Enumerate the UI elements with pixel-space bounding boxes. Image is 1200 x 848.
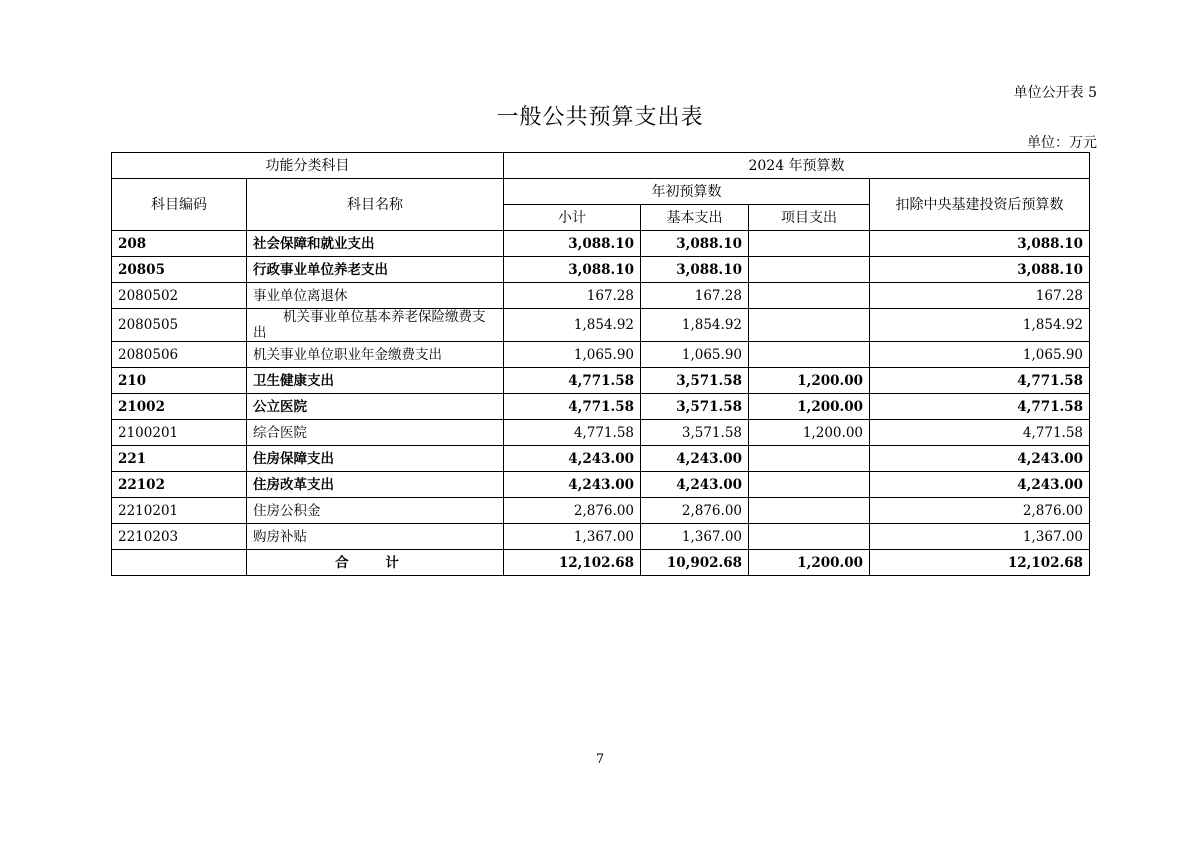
row-project — [749, 524, 870, 550]
row-subtotal: 4,771.58 — [504, 394, 641, 420]
total-after: 12,102.68 — [870, 550, 1090, 576]
table-row — [112, 257, 1090, 283]
row-subtotal: 1,367.00 — [504, 524, 641, 550]
table-row — [112, 309, 1090, 342]
header-after-deduction: 扣除中央基建投资后预算数 — [870, 179, 1090, 231]
row-subtotal: 4,243.00 — [504, 472, 641, 498]
header-project: 项目支出 — [749, 205, 870, 231]
row-subtotal: 4,771.58 — [504, 420, 641, 446]
row-after: 4,771.58 — [870, 394, 1090, 420]
row-after: 1,065.90 — [870, 342, 1090, 368]
table-row — [112, 342, 1090, 368]
row-basic: 1,854.92 — [641, 309, 749, 342]
row-basic: 1,367.00 — [641, 524, 749, 550]
row-after: 4,771.58 — [870, 420, 1090, 446]
row-code: 2080505 — [112, 309, 247, 342]
table-row — [112, 368, 1090, 394]
row-basic: 1,065.90 — [641, 342, 749, 368]
row-basic: 4,243.00 — [641, 446, 749, 472]
total-basic: 10,902.68 — [641, 550, 749, 576]
row-subtotal: 1,854.92 — [504, 309, 641, 342]
row-name: 公立医院 — [247, 394, 504, 420]
row-name: 机关事业单位基本养老保险缴费支出 — [247, 309, 504, 342]
row-after: 2,876.00 — [870, 498, 1090, 524]
row-basic: 3,088.10 — [641, 257, 749, 283]
row-code: 2210203 — [112, 524, 247, 550]
table-row — [112, 498, 1090, 524]
table-row — [112, 524, 1090, 550]
row-subtotal: 167.28 — [504, 283, 641, 309]
document-title: 一般公共预算支出表 — [496, 105, 704, 130]
header-name: 科目名称 — [247, 179, 504, 231]
document-code: 单位公开表 5 — [1013, 85, 1097, 101]
row-basic: 3,571.58 — [641, 394, 749, 420]
row-subtotal: 3,088.10 — [504, 231, 641, 257]
header-functional: 功能分类科目 — [112, 153, 504, 179]
row-name: 社会保障和就业支出 — [247, 231, 504, 257]
total-subtotal: 12,102.68 — [504, 550, 641, 576]
row-subtotal: 3,088.10 — [504, 257, 641, 283]
row-project: 1,200.00 — [749, 368, 870, 394]
table-row — [112, 446, 1090, 472]
row-after: 4,243.00 — [870, 472, 1090, 498]
row-project: 1,200.00 — [749, 420, 870, 446]
row-project — [749, 446, 870, 472]
row-basic: 4,243.00 — [641, 472, 749, 498]
row-code: 20805 — [112, 257, 247, 283]
table-row — [112, 420, 1090, 446]
row-code: 221 — [112, 446, 247, 472]
row-code: 2100201 — [112, 420, 247, 446]
row-after: 167.28 — [870, 283, 1090, 309]
row-name: 住房公积金 — [247, 498, 504, 524]
unit-label: 单位：万元 — [1027, 135, 1097, 151]
header-initial-budget: 年初预算数 — [504, 179, 870, 205]
total-project: 1,200.00 — [749, 550, 870, 576]
row-project — [749, 257, 870, 283]
row-code: 21002 — [112, 394, 247, 420]
row-code: 2210201 — [112, 498, 247, 524]
row-after: 3,088.10 — [870, 257, 1090, 283]
row-name: 事业单位离退休 — [247, 283, 504, 309]
row-code: 2080502 — [112, 283, 247, 309]
row-subtotal: 1,065.90 — [504, 342, 641, 368]
row-name: 购房补贴 — [247, 524, 504, 550]
row-name: 住房保障支出 — [247, 446, 504, 472]
table-row — [112, 231, 1090, 257]
row-basic: 3,571.58 — [641, 420, 749, 446]
row-after: 1,367.00 — [870, 524, 1090, 550]
header-budget-year: 2024 年预算数 — [504, 153, 1090, 179]
row-basic: 3,571.58 — [641, 368, 749, 394]
table-row — [112, 394, 1090, 420]
row-name: 综合医院 — [247, 420, 504, 446]
row-after: 4,243.00 — [870, 446, 1090, 472]
budget-table — [111, 152, 1090, 576]
row-project — [749, 231, 870, 257]
row-basic: 167.28 — [641, 283, 749, 309]
row-after: 1,854.92 — [870, 309, 1090, 342]
header-basic: 基本支出 — [641, 205, 749, 231]
row-code: 210 — [112, 368, 247, 394]
row-project — [749, 498, 870, 524]
table-row — [112, 283, 1090, 309]
header-subtotal: 小计 — [504, 205, 641, 231]
row-after: 4,771.58 — [870, 368, 1090, 394]
row-code: 22102 — [112, 472, 247, 498]
row-project — [749, 472, 870, 498]
row-project: 1,200.00 — [749, 394, 870, 420]
row-subtotal: 4,243.00 — [504, 446, 641, 472]
row-name: 机关事业单位职业年金缴费支出 — [247, 342, 504, 368]
row-project — [749, 342, 870, 368]
header-code: 科目编码 — [112, 179, 247, 231]
row-name: 行政事业单位养老支出 — [247, 257, 504, 283]
row-subtotal: 2,876.00 — [504, 498, 641, 524]
row-project — [749, 309, 870, 342]
row-basic: 3,088.10 — [641, 231, 749, 257]
row-name: 住房改革支出 — [247, 472, 504, 498]
row-code: 208 — [112, 231, 247, 257]
total-row — [112, 550, 1090, 576]
row-project — [749, 283, 870, 309]
row-subtotal: 4,771.58 — [504, 368, 641, 394]
row-basic: 2,876.00 — [641, 498, 749, 524]
table-row — [112, 472, 1090, 498]
total-label: 合 计 — [247, 550, 504, 576]
row-code: 2080506 — [112, 342, 247, 368]
row-name: 卫生健康支出 — [247, 368, 504, 394]
page-number: 7 — [595, 752, 605, 767]
row-after: 3,088.10 — [870, 231, 1090, 257]
total-spacer — [112, 550, 247, 576]
